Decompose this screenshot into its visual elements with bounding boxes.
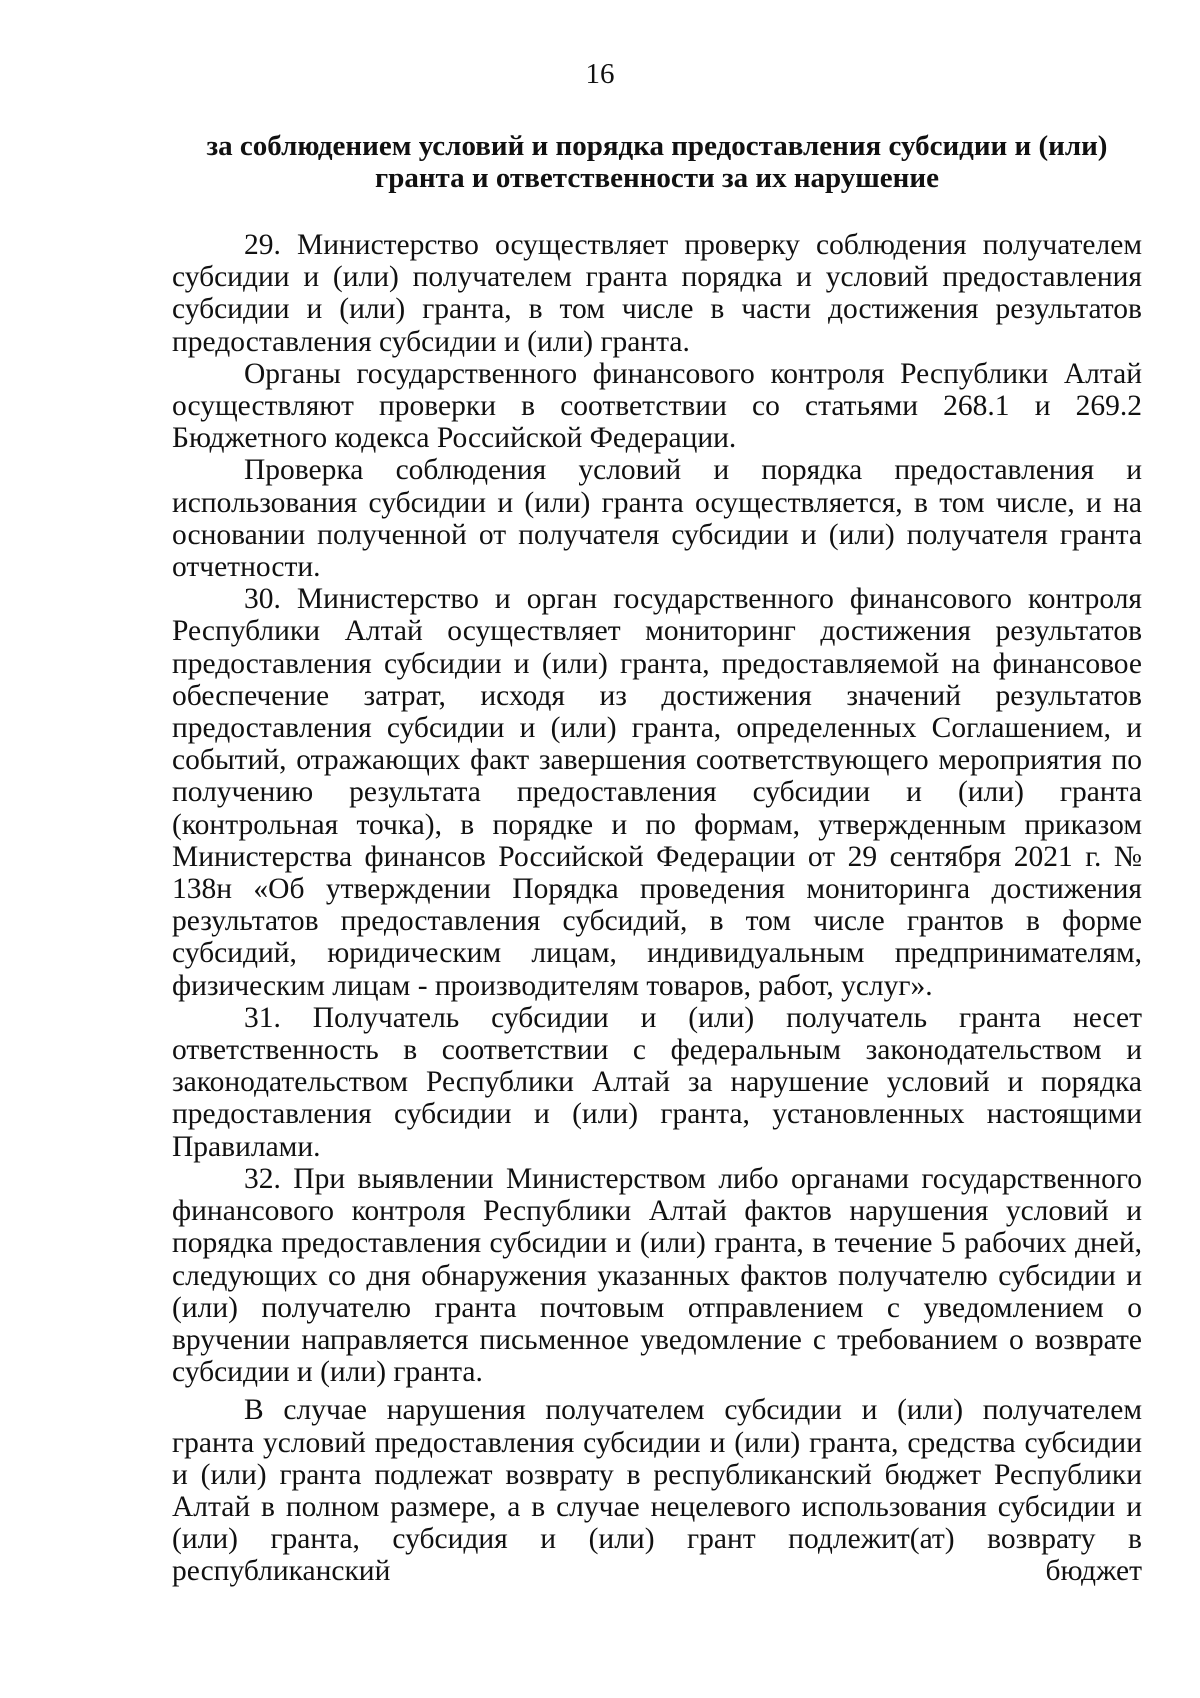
section-heading-line-2: гранта и ответственности за их нарушение — [375, 162, 939, 194]
paragraph-violation-return: В случае нарушения получателем субсидии и (или) получателем гранта условий предоставления субсидии и (или) гранта, средства субсидии и (или) гранта подлежат возврату в республиканский бюджет Республики Алтай в полном размере, а в случае нецелевого использования субсидии и (или) гранта, субсидия и (или) грант подлежит(ат) возврату в республиканский бюджет — [172, 1394, 1142, 1588]
section-heading — [172, 130, 1142, 194]
document-body — [172, 229, 1142, 1588]
paragraph-inspection-basis: Проверка соблюдения условий и порядка предоставления и использования субсидии и (или) гранта осуществляется, в том числе, и на основании полученной от получателя субсидии и (или) получателя гранта отчетности. — [172, 454, 1142, 584]
section-heading-line-1: за соблюдением условий и порядка предоставления субсидии и (или) — [206, 130, 1108, 162]
page-number: 16 — [585, 58, 615, 90]
paragraph-state-control-bodies: Органы государственного финансового контроля Республики Алтай осуществляют проверки в соответствии со статьями 268.1 и 269.2 Бюджетного кодекса Российской Федерации. — [172, 357, 1142, 455]
paragraph-29: 29. Министерство осуществляет проверку соблюдения получателем субсидии и (или) получателем гранта порядка и условий предоставления субсидии и (или) гранта, в том числе в части достижения результатов предоставления субсидии и (или) гранта. — [172, 229, 1142, 358]
paragraph-30: 30. Министерство и орган государственного финансового контроля Республики Алтай осуществляет мониторинг достижения результатов предоставления субсидии и (или) гранта, предоставляемой на финансовое обеспечение затрат, исходя из достижения значений результатов предоставления субсидии и (или) гранта, определенных Соглашением, и событий, отражающих факт завершения соответствующего мероприятия по получению результата предоставления субсидии и (или) гранта (контрольная точка), в порядке и по формам, утвержденным приказом Министерства финансов Российской Федерации от 29 сентября 2021 г. № 138н «Об утверждении Порядка проведения мониторинга достижения результатов предоставления субсидий, в том числе грантов в форме субсидий, юридическим лицам, индивидуальным предпринимателям, физическим лицам - производителям товаров, работ, услуг». — [172, 583, 1142, 1002]
paragraph-32: 32. При выявлении Министерством либо органами государственного финансового контроля Республики Алтай фактов нарушения условий и порядка предоставления субсидии и (или) гранта, в течение 5 рабочих дней, следующих со дня обнаружения указанных фактов получателю субсидии и (или) получателю гранта почтовым отправлением с уведомлением о вручении направляется письменное уведомление с требованием о возврате субсидии и (или) гранта. — [172, 1162, 1142, 1389]
paragraph-31: 31. Получатель субсидии и (или) получатель гранта несет ответственность в соответствии с федеральным законодательством и законодательством Республики Алтай за нарушение условий и порядка предоставления субсидии и (или) гранта, установленных настоящими Правилами. — [172, 1001, 1142, 1163]
